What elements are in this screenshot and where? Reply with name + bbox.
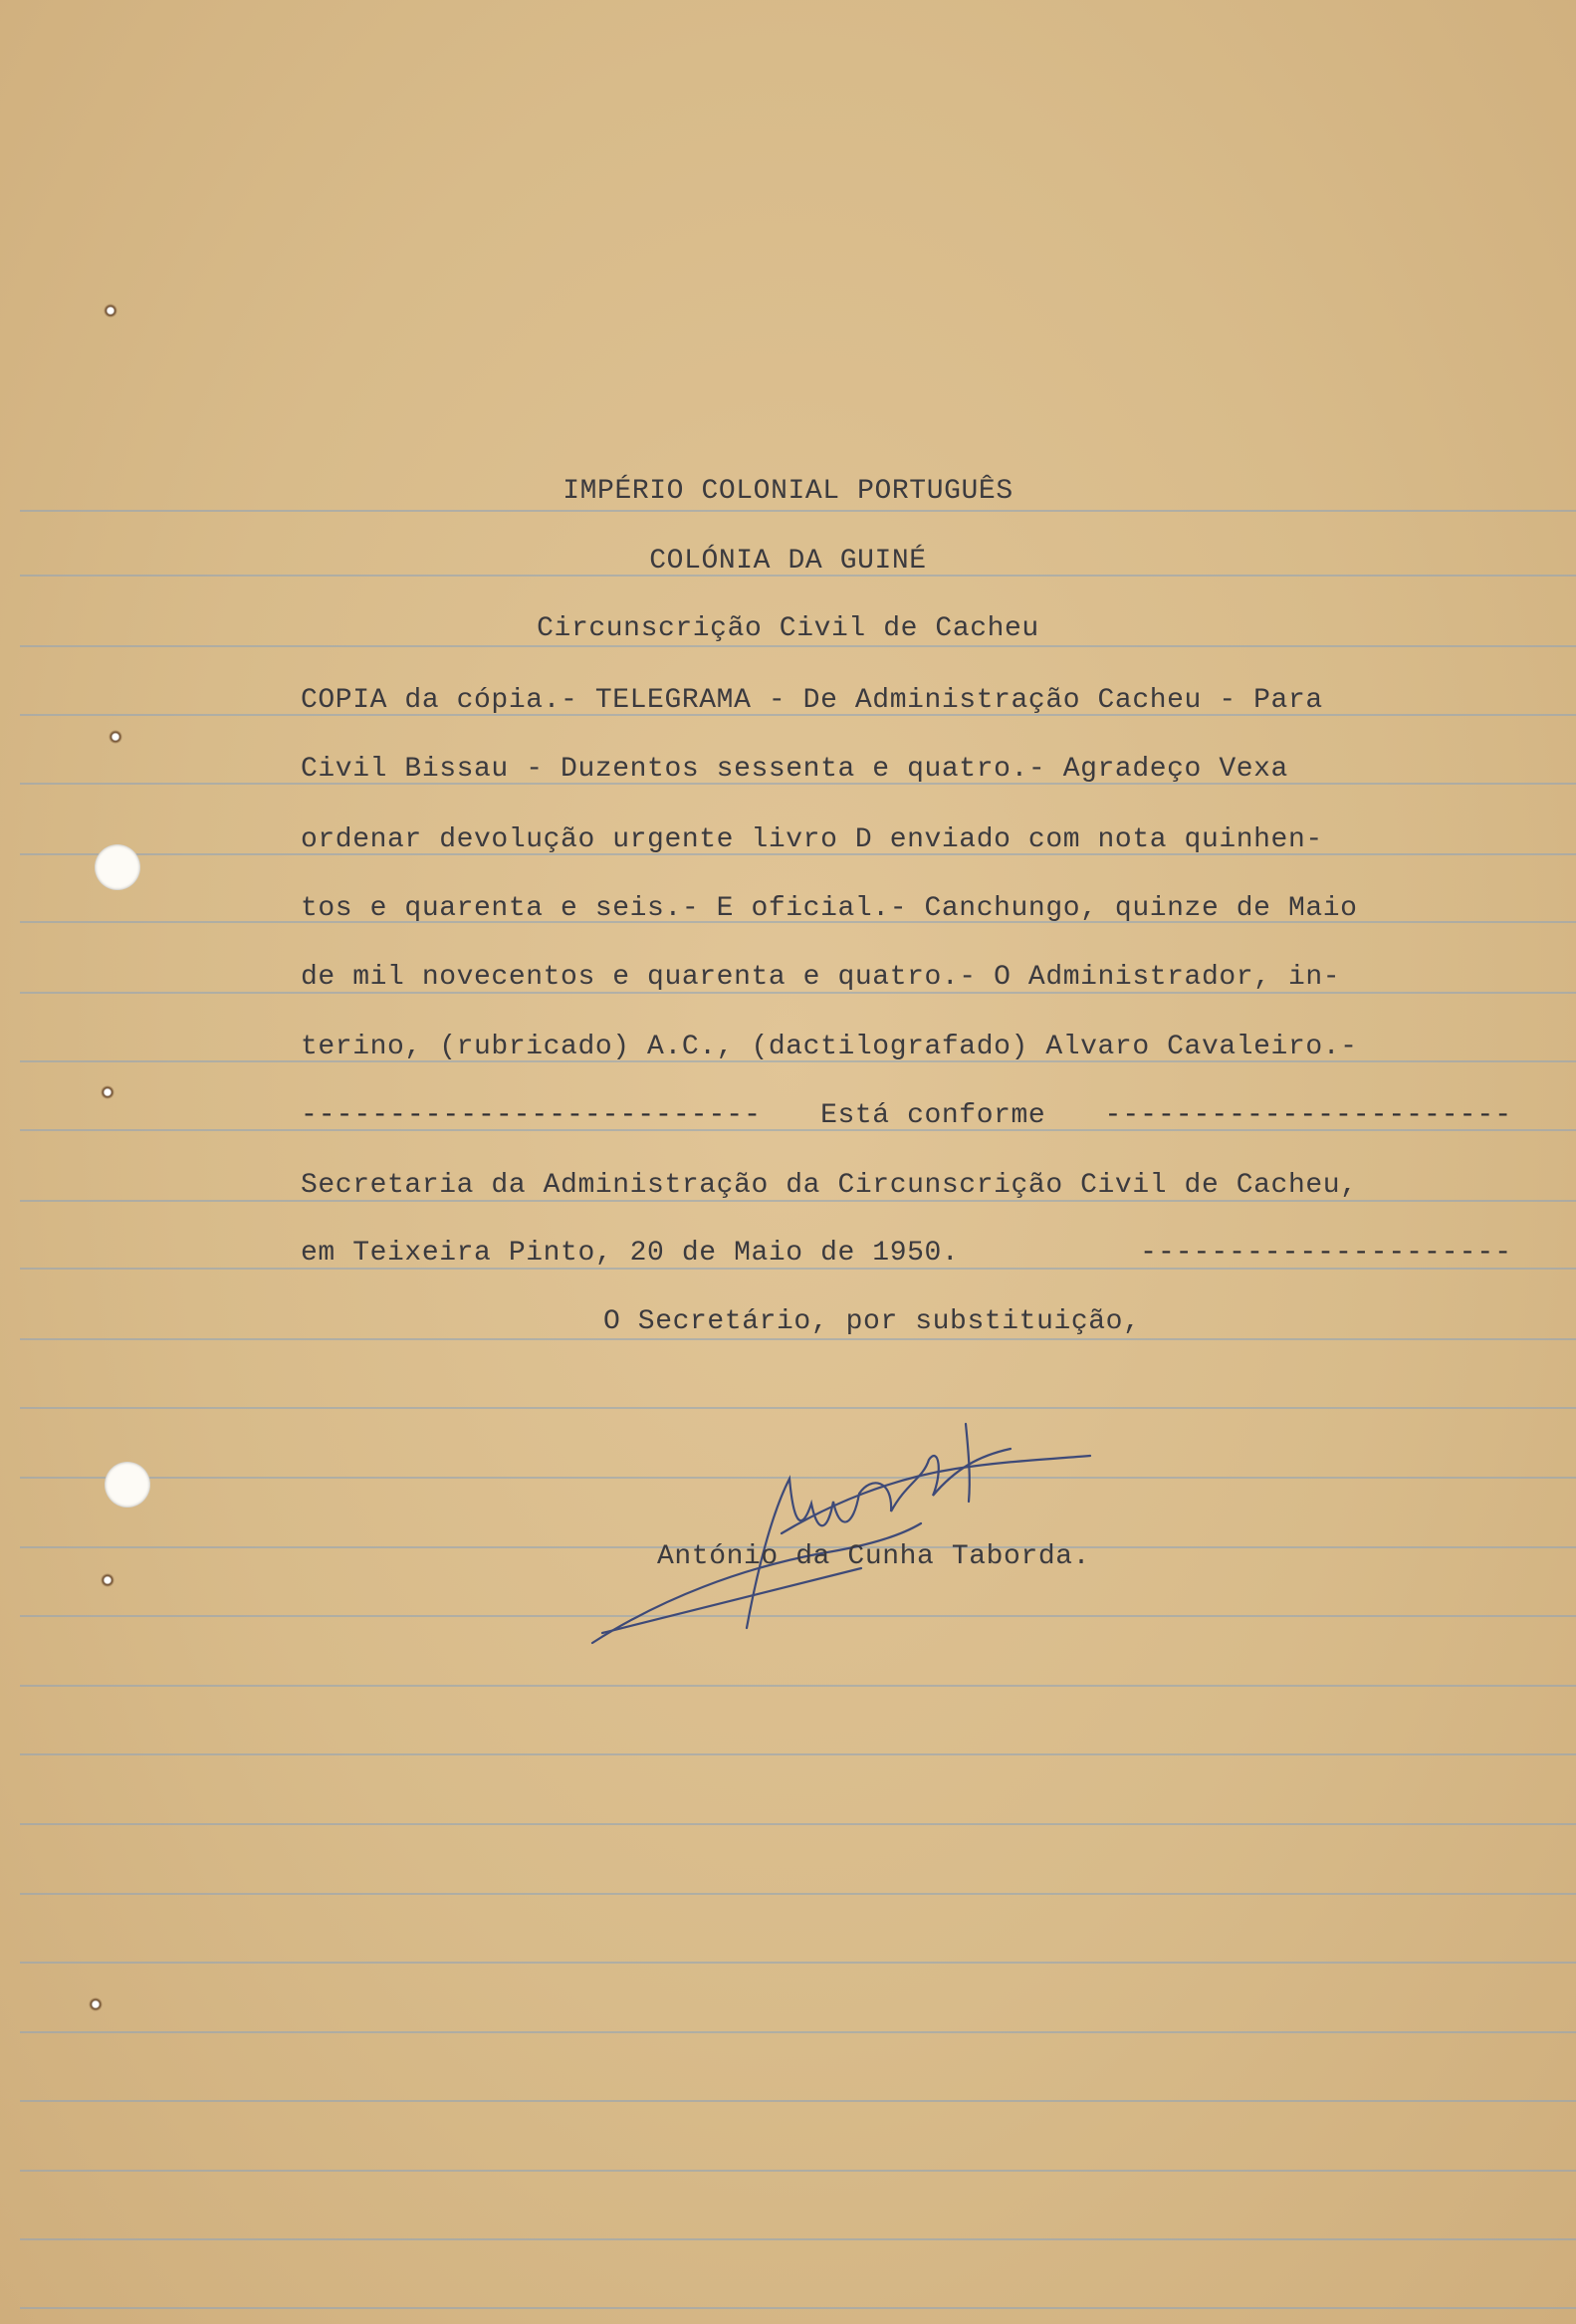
signatory-name: António da Cunha Taborda.: [657, 1541, 1091, 1572]
body-text: terino, (rubricado) A.C., (dactilografado) Alvaro Cavaleiro.-: [301, 1032, 1358, 1062]
body-text: tos e quarenta e seis.- E oficial.- Canchungo, quinze de Maio: [301, 893, 1358, 924]
body-line-3: [301, 824, 1512, 855]
punch-hole-bottom: [105, 1462, 150, 1508]
dash-rule-date: ---------------------: [1140, 1238, 1512, 1269]
punch-hole-top: [95, 844, 140, 890]
header-line-1: IMPÉRIO COLONIAL PORTUGUÊS: [563, 476, 1013, 507]
body-line-6: [301, 1032, 1512, 1062]
header-line-3: Circunscrição Civil de Cacheu: [537, 613, 1039, 644]
pin-hole: [104, 304, 117, 318]
certification-date-text: em Teixeira Pinto, 20 de Maio de 1950.: [301, 1238, 960, 1269]
handwritten-signature: [572, 1384, 1170, 1653]
conformity-text: Está conforme: [820, 1100, 1046, 1131]
pin-hole: [101, 1573, 114, 1587]
body-line-1: [301, 685, 1512, 716]
conformity-line: [301, 1100, 1512, 1131]
certification-line-2: [301, 1238, 1512, 1269]
body-text: ordenar devolução urgente livro D enviado com nota quinhen-: [301, 824, 1323, 855]
closing-line: O Secretário, por substituição,: [603, 1306, 1141, 1337]
pin-hole: [89, 1997, 103, 2011]
body-line-5: [301, 962, 1512, 993]
certification-line-1: Secretaria da Administração da Circunscrição Civil de Cacheu,: [301, 1170, 1358, 1201]
header-line-2: COLÓNIA DA GUINÉ: [649, 546, 927, 577]
dash-rule-left: --------------------------: [301, 1100, 762, 1131]
body-text: de mil novecentos e quarenta e quatro.- O Administrador, in-: [301, 962, 1341, 993]
body-line-4: [301, 893, 1512, 924]
body-text: COPIA da cópia.- TELEGRAMA - De Administração Cacheu - Para: [301, 685, 1323, 716]
dash-rule-right: -----------------------: [1104, 1100, 1512, 1131]
body-line-2: [301, 754, 1512, 785]
pin-hole: [109, 730, 122, 744]
body-text: Civil Bissau - Duzentos sessenta e quatro.- Agradeço Vexa: [301, 754, 1288, 785]
pin-hole: [101, 1085, 114, 1099]
